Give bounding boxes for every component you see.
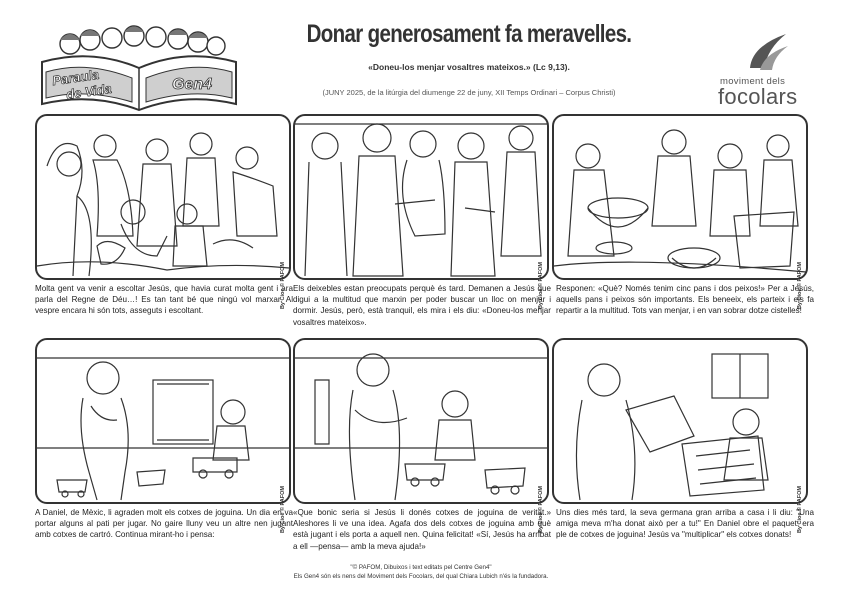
bible-quote: «Doneu-los menjar vosaltres mateixos.» (Lc 9,13).	[368, 62, 570, 72]
daniel-gives-toy-cars-illustration	[295, 340, 547, 502]
gen4-badge: Gen4	[172, 76, 213, 93]
illustration-credit: By Cioe © PAFOM	[538, 262, 544, 310]
logo-brand: focolars	[718, 84, 798, 109]
focolars-logo	[714, 32, 814, 112]
page-title: Donar generosament fa meravelles.	[306, 20, 632, 48]
paraula-de-vida-logo	[36, 22, 242, 116]
panel-1-caption: Molta gent va venir a escoltar Jesús, que havia curat molta gent i ara parla del Regne de Déu…! Es tan tant bé que ningú vol marxar. Al vespre encara hi són tots, asseguts i escoltant.	[35, 284, 293, 316]
panel-6-caption: Uns dies més tard, la seva germana gran arriba a casa i li diu: "Una amiga meva m'ha donat això per a tu!" En Daniel obre el paquet: era ple de cotxes de joguina! Jesús va "multiplicar" els cotxes donats!	[556, 508, 814, 540]
focolars-flame-icon	[742, 32, 792, 72]
illustration-credit: By Cioe © PAFOM	[280, 262, 286, 310]
disciples-with-jesus-illustration	[295, 116, 547, 278]
illustration-credit: By Cioe © PAFOM	[797, 262, 803, 310]
footer	[150, 563, 692, 581]
panel-2-caption: Els deixebles estan preocupats perquè és tard. Demanen a Jesús que digui a la multitud que marxin per poder buscar un lloc on menjar i dormir. Jesús, però, està tranquil, els mira i els diu: «Doneu-los menjar vosaltres mateixos».	[293, 284, 551, 327]
daniel-playground-illustration	[37, 340, 289, 502]
liturgy-dateline: (JUNY 2025, de la litúrgia del diumenge 22 de juny, XII Temps Ordinari – Corpus Christi)	[322, 88, 616, 97]
panel-3-caption: Responen: «Què? Només tenim cinc pans i dos peixos!» Per a Jesús, aquells pans i peixos són importants. Els beneeix, els parteix i els fa repartir a la multitud. Tots van menjar, i en van sobrar dotze cistelles!	[556, 284, 814, 316]
footer-copyright: "© PAFOM, Dibuixos i text editats pel Centre Gen4"	[350, 564, 492, 571]
panel-4-caption: A Daniel, de Mèxic, li agraden molt els cotxes de joguina. Un dia en va portar alguns al pati per jugar. No gaire lluny veu un altre nen jugant amb cotxes de cartró. Continua mirant-ho i pensa:	[35, 508, 293, 540]
logo-tagline: moviment dels	[720, 76, 786, 87]
illustration-credit: By Cioe © PAFOM	[797, 486, 803, 534]
crowd-listening-illustration	[37, 116, 289, 278]
footer-note: Els Gen4 són els nens del Moviment dels Focolars, del qual Chiara Lubich n'és la fundadora.	[293, 573, 549, 580]
illustration-credit: By Cioe © PAFOM	[280, 486, 286, 534]
logo-text-line1: Paraula	[51, 66, 100, 89]
logo-text-line2: de Vida	[65, 80, 113, 103]
sister-brings-toys-illustration	[554, 340, 806, 502]
panel-5-caption: «Que bonic seria si Jesús li donés cotxes de joguina de veritat.» Aleshores li ve una idea. Agafa dos dels cotxes de joguina amb què està jugant i els porta a aquell nen. Quina felicitat! «Sí, Jesús ha arribat a ell —pensa— amb la meva ajuda!»	[293, 508, 551, 551]
illustration-credit: By Cioe © PAFOM	[538, 486, 544, 534]
loaves-and-fishes-illustration	[554, 116, 806, 278]
